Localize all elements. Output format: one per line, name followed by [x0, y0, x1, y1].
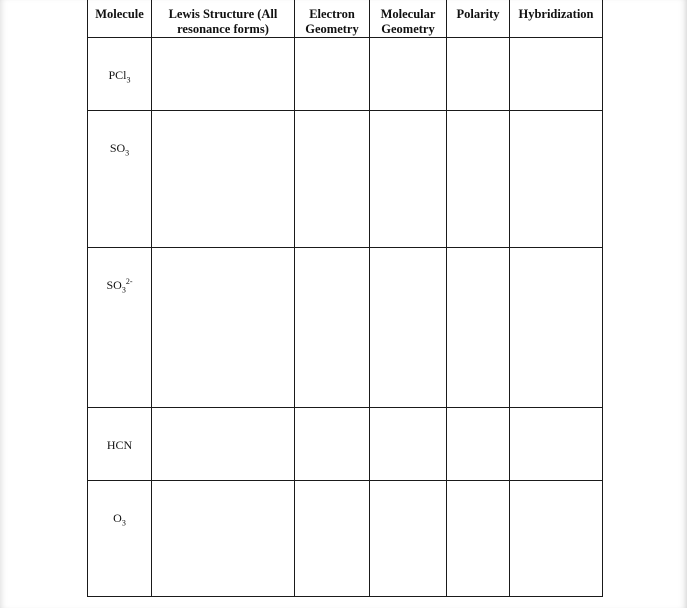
polarity-cell[interactable]: [447, 408, 510, 481]
polarity-cell[interactable]: [447, 248, 510, 408]
hybridization-cell[interactable]: [510, 408, 603, 481]
lewis-structure-cell[interactable]: [152, 408, 295, 481]
lewis-structure-cell[interactable]: [152, 38, 295, 111]
molecular-geometry-cell[interactable]: [370, 481, 447, 597]
lewis-structure-cell[interactable]: [152, 111, 295, 248]
lewis-structure-cell[interactable]: [152, 248, 295, 408]
table-row: [88, 38, 603, 111]
header-hybridization: Hybridization: [510, 0, 603, 38]
molecular-geometry-cell[interactable]: [370, 408, 447, 481]
molecule-cell-so3-2minus: $SO_3^{2-}$: [88, 248, 152, 408]
molecule-cell-hcn: HCN: [88, 408, 152, 481]
molecule-cell-o3: $O_3$: [88, 481, 152, 597]
header-row: [88, 0, 603, 38]
electron-geometry-cell[interactable]: [295, 38, 370, 111]
table-row: [88, 481, 603, 597]
table-row: [88, 111, 603, 248]
lewis-structure-cell[interactable]: [152, 481, 295, 597]
molecule-geometry-table: [87, 0, 603, 597]
electron-geometry-cell[interactable]: [295, 408, 370, 481]
hybridization-cell[interactable]: [510, 248, 603, 408]
header-lewis-structure: Lewis Structure (All resonance forms): [152, 0, 295, 38]
molecular-geometry-cell[interactable]: [370, 111, 447, 248]
molecule-cell-pcl3: PCl$_3$: [88, 38, 152, 111]
molecular-geometry-cell[interactable]: [370, 248, 447, 408]
electron-geometry-cell[interactable]: [295, 111, 370, 248]
table-row: [88, 408, 603, 481]
polarity-cell[interactable]: [447, 111, 510, 248]
molecular-geometry-cell[interactable]: [370, 38, 447, 111]
header-molecule: Molecule: [88, 0, 152, 38]
polarity-cell[interactable]: [447, 481, 510, 597]
hybridization-cell[interactable]: [510, 111, 603, 248]
hybridization-cell[interactable]: [510, 38, 603, 111]
hybridization-cell[interactable]: [510, 481, 603, 597]
electron-geometry-cell[interactable]: [295, 248, 370, 408]
header-electron-geometry: Electron Geometry: [295, 0, 370, 38]
table-row: [88, 248, 603, 408]
molecule-cell-so3: $SO_3$: [88, 111, 152, 248]
electron-geometry-cell[interactable]: [295, 481, 370, 597]
header-polarity: Polarity: [447, 0, 510, 38]
polarity-cell[interactable]: [447, 38, 510, 111]
header-molecular-geometry: Molecular Geometry: [370, 0, 447, 38]
